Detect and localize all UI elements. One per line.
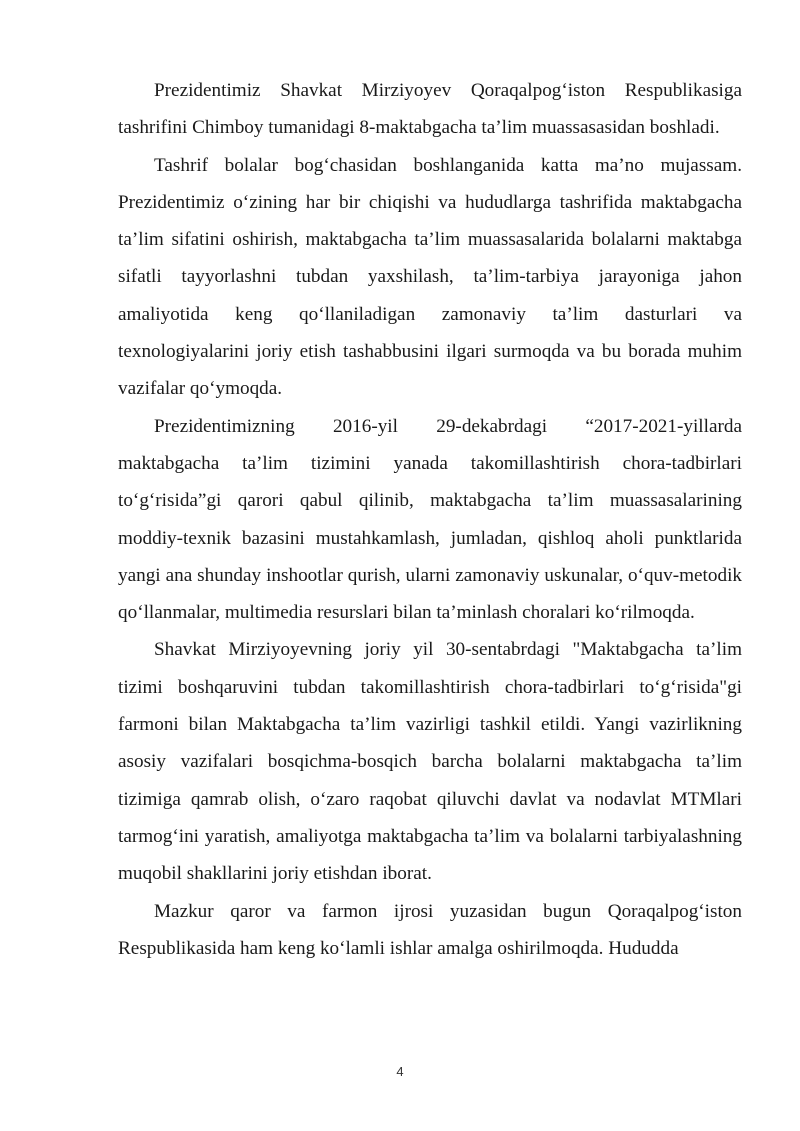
document-body — [118, 72, 742, 967]
paragraph-3: Prezidentimizning 2016-yil 29-dekabrdagi “2017-2021-yillarda maktabgacha ta’lim tizimini yanada takomillashtirish chora-tadbirlari to‘g‘risida”gi qarori qabul qilinib, maktabgacha ta’lim muassasalarining moddiy-texnik bazasini mustahkamlash, jumladan, qishloq aholi punktlarida yangi ana shunday inshootlar qurish, ularni zamonaviy uskunalar, o‘quv-metodik qo‘llanmalar, multimedia resurslari bilan ta’minlash choralari ko‘rilmoqda. — [118, 415, 742, 624]
page-number: 4 — [396, 1064, 404, 1079]
paragraph-4: Shavkat Mirziyoyevning joriy yil 30-sentabrdagi "Maktabgacha ta’lim tizimi boshqaruvini tubdan takomillashtirish chora-tadbirlari to‘g‘risida"gi farmoni bilan Maktabgacha ta’lim vazirligi tashkil etildi. Yangi vazirlikning asosiy vazifalari bosqichma-bosqich barcha bolalarni maktabgacha ta’lim tizimiga qamrab olish, o‘zaro raqobat qiluvchi davlat va nodavlat MTMlari tarmog‘ini yaratish, amaliyotga maktabgacha ta’lim va bolalarni tarbiyalashning muqobil shakllarini joriy etishdan iborat. — [118, 639, 742, 885]
paragraph-5: Mazkur qaror va farmon ijrosi yuzasidan bugun Qoraqalpog‘iston Respublikasida ham keng ko‘lamli ishlar amalga oshirilmoqda. Hududda — [118, 900, 742, 959]
paragraph-1: Prezidentimiz Shavkat Mirziyoyev Qoraqalpog‘iston Respublikasiga tashrifini Chimboy tumanidagi 8-maktabgacha ta’lim muassasasidan boshladi. — [118, 80, 742, 139]
paragraph-2: Tashrif bolalar bog‘chasidan boshlanganida katta ma’no mujassam. Prezidentimiz o‘zining har bir chiqishi va hududlarga tashrifida maktabgacha ta’lim sifatini oshirish, maktabgacha ta’lim muassasalarida bolalarni maktabga sifatli tayyorlashni tubdan yaxshilash, ta’lim-tarbiya jarayoniga jahon amaliyotida keng qo‘llaniladigan zamonaviy ta’lim dasturlari va texnologiyalarini joriy etish tashabbusini ilgari surmoqda va bu borada muhim vazifalar qo‘ymoqda. — [118, 154, 742, 400]
